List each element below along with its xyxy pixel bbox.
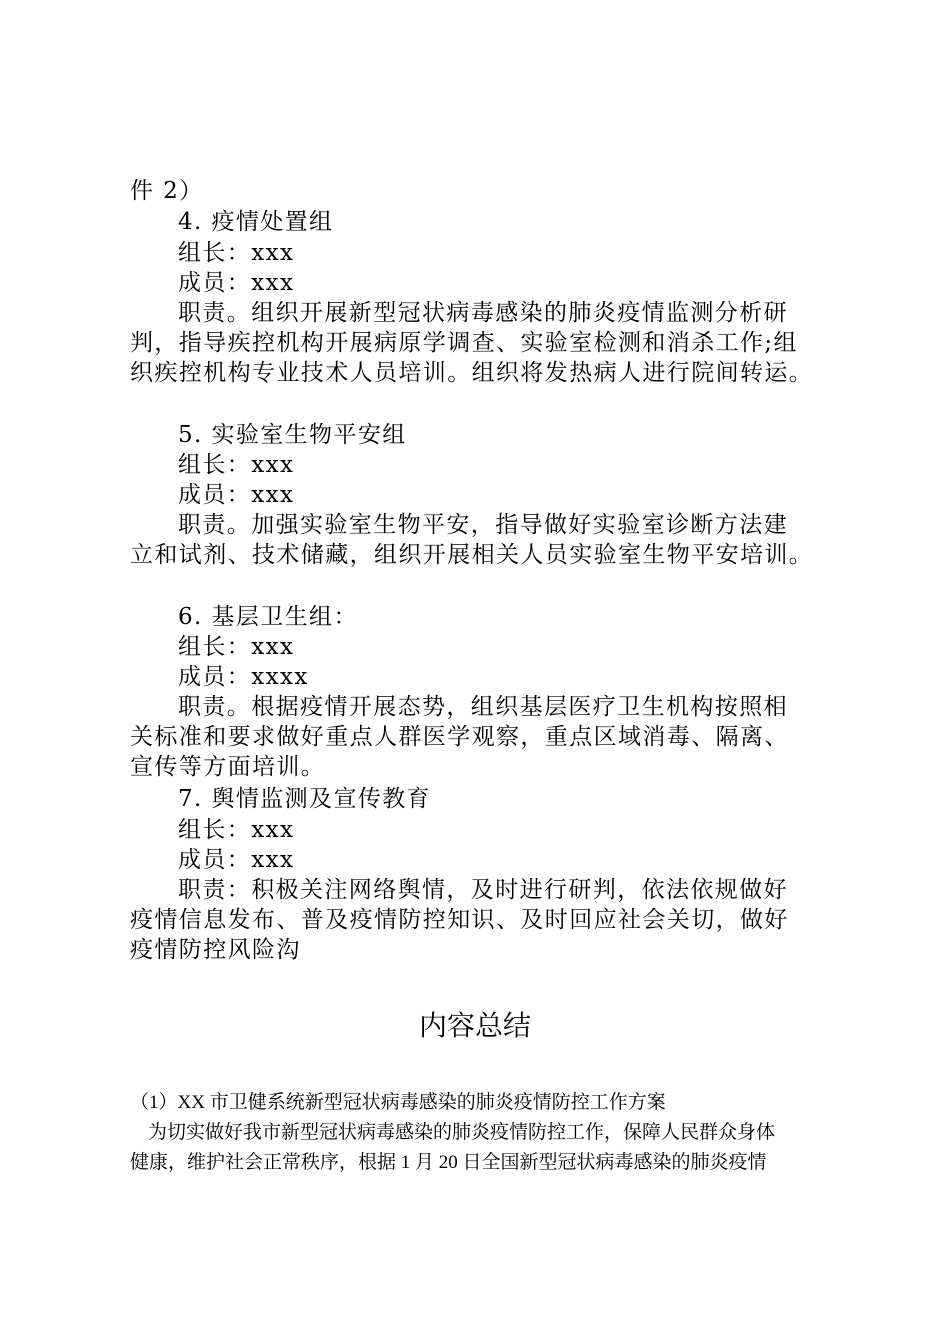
- duty-line: 关标准和要求做好重点人群医学观察，重点区域消毒、隔离、: [130, 724, 789, 750]
- duty-line: 职责。组织开展新型冠状病毒感染的肺炎疫情监测分析研: [178, 300, 788, 326]
- members-line: 成员：xxx: [178, 482, 295, 508]
- leader-line: 组长：xxx: [178, 240, 295, 266]
- leader-line: 组长：xxx: [178, 817, 295, 843]
- duty-line: 立和试剂、技术储藏，组织开展相关人员实验室生物平安培训。: [130, 542, 814, 568]
- duty-line: 疫情信息发布、普及疫情防控知识、及时回应社会关切，做好: [130, 907, 789, 933]
- section-heading: 6. 基层卫生组：: [178, 604, 358, 630]
- summary-line: 为切实做好我市新型冠状病毒感染的肺炎疫情防控工作，保障人民群众身体: [148, 1122, 776, 1143]
- section-heading: 5. 实验室生物平安组: [178, 422, 407, 448]
- duty-line: 职责。根据疫情开展态势，组织基层医疗卫生机构按照相: [178, 694, 788, 720]
- text-line: 件 2）: [130, 178, 204, 204]
- summary-line: （1）XX 市卫健系统新型冠状病毒感染的肺炎疫情防控工作方案: [130, 1092, 666, 1113]
- duty-line: 织疾控机构专业技术人员培训。组织将发热病人进行院间转运。: [130, 360, 814, 386]
- duty-line: 疫情防控风险沟: [130, 937, 301, 963]
- duty-line: 职责：积极关注网络舆情，及时进行研判，依法依规做好: [178, 877, 788, 903]
- section-heading: 7. 舆情监测及宣传教育: [178, 786, 432, 812]
- members-line: 成员：xxx: [178, 270, 295, 296]
- duty-line: 宣传等方面培训。: [130, 754, 326, 780]
- members-line: 成员：xxx: [178, 847, 295, 873]
- summary-title: 内容总结: [418, 1009, 531, 1042]
- summary-line: 健康，维护社会正常秩序，根据 1 月 20 日全国新型冠状病毒感染的肺炎疫情: [130, 1152, 767, 1173]
- leader-line: 组长：xxx: [178, 634, 295, 660]
- members-line: 成员：xxxx: [178, 664, 309, 690]
- section-heading: 4. 疫情处置组: [178, 209, 334, 235]
- duty-line: 判，指导疾控机构开展病原学调查、实验室检测和消杀工作;组: [130, 330, 798, 356]
- leader-line: 组长：xxx: [178, 452, 295, 478]
- duty-line: 职责。加强实验室生物平安，指导做好实验室诊断方法建: [178, 512, 788, 538]
